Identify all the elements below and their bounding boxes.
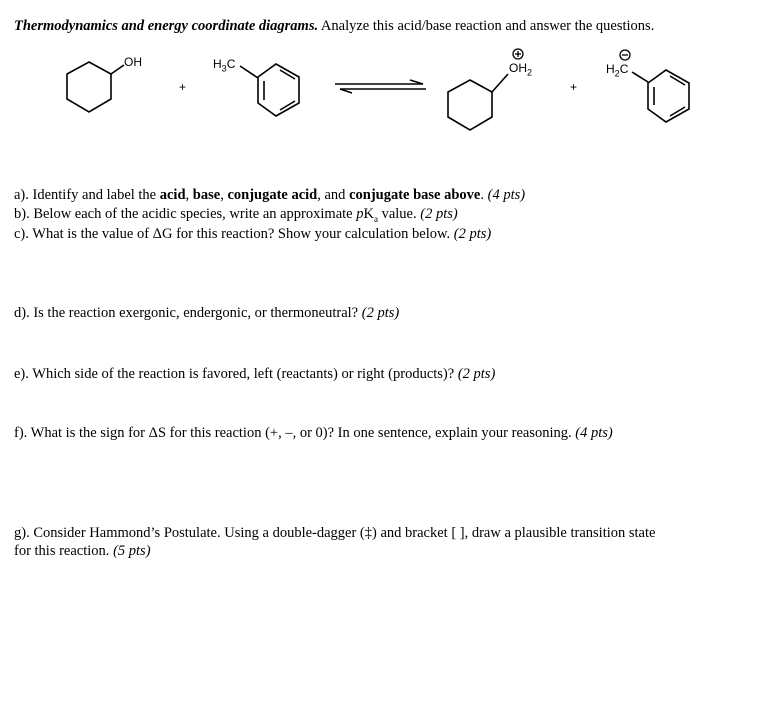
question-e <box>14 365 495 383</box>
title-emphasis: Thermodynamics and energy coordinate diagrams. <box>14 18 319 34</box>
text: , and <box>317 187 350 203</box>
subscript: 2 <box>527 67 533 78</box>
text: b). Below each of the acidic species, write an approximate <box>14 206 357 222</box>
h3c-label <box>213 57 235 73</box>
text: c). What is the value of ΔG for this reaction? Show your calculation below. <box>14 226 454 242</box>
term-acid: acid <box>159 187 186 203</box>
plus-sign: + <box>570 80 578 94</box>
cyclohexane-ring-product <box>448 80 492 130</box>
oh-text: OH <box>509 61 527 75</box>
text: . <box>480 187 488 203</box>
title-rest: Analyze this acid/base reaction and answer the questions. <box>318 18 655 34</box>
c-label: C <box>226 57 236 71</box>
c-label: C <box>619 62 629 76</box>
points: (2 pts) <box>453 226 492 242</box>
h-label: H <box>213 57 222 71</box>
subscript: 3 <box>221 63 227 74</box>
text: value. <box>377 206 421 222</box>
term-conjugate-base: conjugate base above <box>349 187 481 203</box>
h2c-label <box>606 62 628 78</box>
text: e). Which side of the reaction is favored, left (reactants) or right (products)? <box>14 366 458 382</box>
subscript-a: a <box>373 213 378 224</box>
text: , <box>220 187 228 203</box>
text: , <box>185 187 193 203</box>
reaction-scheme <box>0 0 759 140</box>
text: g). Consider Hammond’s Postulate. Using a double-dagger (‡) and bracket [ ], draw a plausible transition state <box>14 525 656 541</box>
subscript: 2 <box>614 68 620 79</box>
k-text: K <box>363 206 374 222</box>
points: (2 pts) <box>457 366 496 382</box>
text: f). What is the sign for ΔS for this reaction (+, –, or 0)? In one sentence, explain your reasoning. <box>14 425 576 441</box>
equilibrium-arrows <box>335 80 426 93</box>
question-a <box>14 186 525 204</box>
oh-label: OH <box>124 55 142 69</box>
p-italic: p <box>356 206 364 222</box>
question-d <box>14 304 399 322</box>
text: a). Identify and label the <box>14 187 160 203</box>
points: (2 pts) <box>420 206 458 222</box>
question-c <box>14 225 491 243</box>
points: (4 pts) <box>487 187 526 203</box>
question-g <box>14 524 655 560</box>
plus-sign: + <box>179 80 187 94</box>
points: (4 pts) <box>575 425 613 441</box>
cyclohexane-ring <box>67 62 111 112</box>
oh2-label <box>509 61 532 77</box>
term-base: base <box>192 187 221 203</box>
question-f <box>14 424 613 442</box>
text: for this reaction. <box>14 543 114 559</box>
h-label: H <box>606 62 615 76</box>
term-conjugate-acid: conjugate acid <box>227 187 318 203</box>
points: (2 pts) <box>361 305 400 321</box>
text: d). Is the reaction exergonic, endergonic, or thermoneutral? <box>14 305 362 321</box>
points: (5 pts) <box>113 543 151 559</box>
